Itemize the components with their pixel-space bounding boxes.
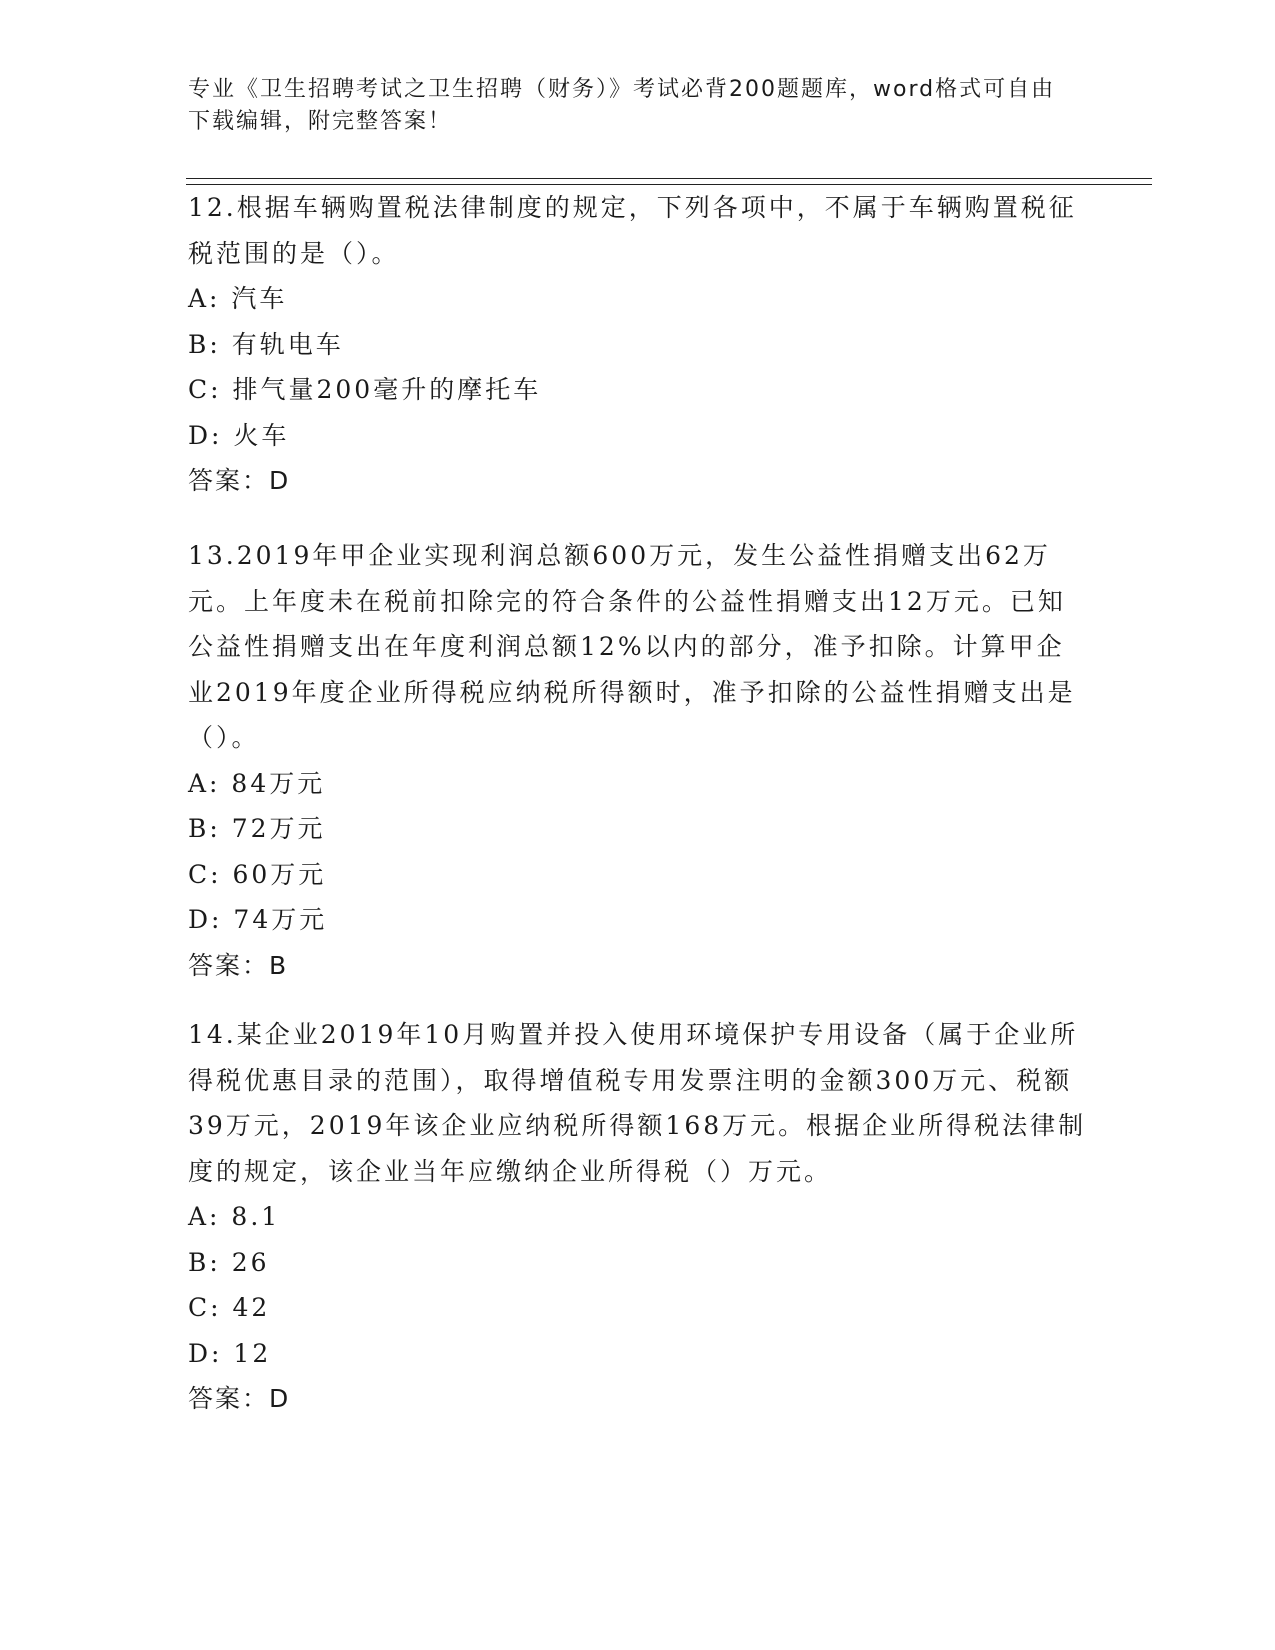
option-b: B: 有轨电车 [188,329,344,359]
option-b: B: 72万元 [188,814,326,843]
option-d: D: 火车 [188,420,290,450]
option-a: A: 84万元 [188,768,326,798]
question-14 [188,1012,1088,1422]
option-b: B: 26 [188,1247,270,1277]
option-a: A: 8.1 [188,1202,281,1231]
option-c: C: 42 [188,1293,271,1322]
answer-line: 答案：D [188,466,291,495]
answer-line: 答案：D [188,1384,291,1413]
option-a: A: 汽车 [188,284,288,313]
question-12 [188,185,1088,504]
question-stem: 13.2019年甲企业实现利润总额600万元，发生公益性捐赠支出62万元。上年度未在税前扣除完的符合条件的公益性捐赠支出12万元。已知公益性捐赠支出在年度利润总额12%以内的部分，准予扣除。计算甲企业2019年度企业所得税应纳税所得额时，准予扣除的公益性捐赠支出是（）。 [188,541,1076,752]
option-d: D: 74万元 [188,905,328,934]
question-stem: 12.根据车辆购置税法律制度的规定，下列各项中，不属于车辆购置税征税范围的是（）。 [188,193,1077,268]
question-stem: 14.某企业2019年10月购置并投入使用环境保护专用设备（属于企业所得税优惠目录的范围），取得增值税专用发票注明的金额300万元、税额39万元，2019年该企业应纳税所得额168万元。根据企业所得税法律制度的规定，该企业当年应缴纳企业所得税（）万元。 [188,1020,1087,1186]
question-13 [188,533,1088,988]
option-d: D: 12 [188,1338,272,1368]
option-c: C: 60万元 [188,859,327,889]
option-c: C: 排气量200毫升的摩托车 [188,375,542,404]
header-divider-top [186,178,1152,179]
document-header: 专业《卫生招聘考试之卫生招聘（财务）》考试必背200题题库，word格式可自由下载编辑，附完整答案！ [188,77,1056,134]
answer-line: 答案：B [188,950,289,980]
